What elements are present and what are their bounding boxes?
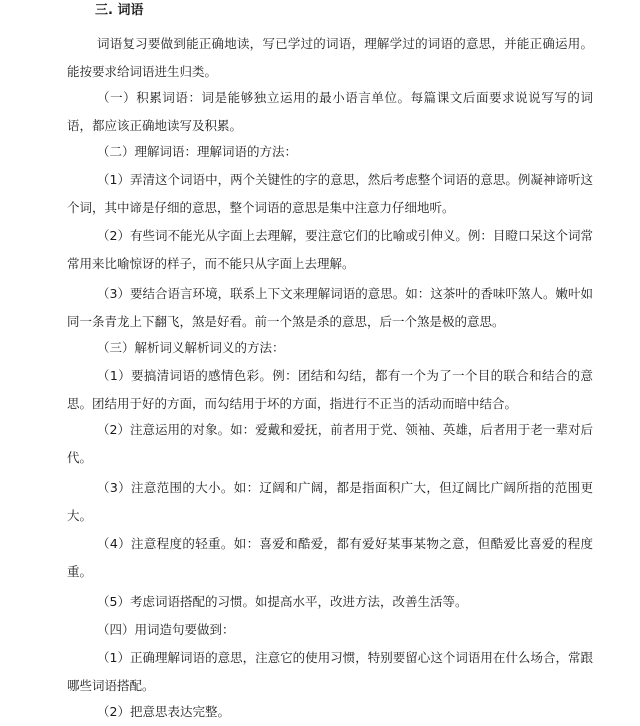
- paragraph-sentence-1: （1）正确理解词语的意思，注意它的使用习惯，特别要留心这个词语用在什么场合，常跟哪些词语搭配。: [67, 650, 593, 693]
- paragraph-intro: 词语复习要做到能正确地读，写已学过的词语，理解学过的词语的意思，并能正确运用。能按要求给词语进生归类。: [67, 36, 593, 79]
- paragraph-understand-words: （二）理解词语：理解词语的方法：: [97, 144, 298, 159]
- paragraph-accumulate-words: （一）积累词语：词是能够独立运用的最小语言单位。每篇课文后面要求说说写写的词语，都应该正确地读写及积累。: [67, 90, 593, 133]
- paragraph-method-3: （3）要结合语言环境，联系上下文来理解词语的意思。如：这茶叶的香味吓煞人。嫩叶如同一条青龙上下翻飞，煞是好看。前一个煞是杀的意思，后一个煞是极的意思。: [67, 286, 593, 329]
- paragraph-analyze-3: （3）注意范围的大小。如：辽阔和广阔，都是指面积广大，但辽阔比广阔所指的范围更大。: [67, 480, 593, 523]
- paragraph-analyze-meaning: （三）解析词义解析词义的方法：: [97, 340, 285, 355]
- paragraph-analyze-4: （4）注意程度的轻重。如：喜爱和酷爱，都有爱好某事某物之意，但酷爱比喜爱的程度重。: [67, 536, 593, 579]
- paragraph-sentence-2: （2）把意思表达完整。: [97, 704, 230, 719]
- paragraph-analyze-2: （2）注意运用的对象。如：爱戴和爱抚，前者用于党、领袖、英雄，后者用于老一辈对后代。: [67, 422, 593, 465]
- paragraph-analyze-1: （1）要搞清词语的感情色彩。例：团结和勾结，都有一个为了一个目的联合和结合的意思。团结用于好的方面，而勾结用于坏的方面，指进行不正当的活动而暗中结合。: [67, 368, 593, 411]
- paragraph-analyze-5: （5）考虑词语搭配的习惯。如提高水平，改进方法，改善生活等。: [97, 594, 468, 609]
- section-heading: 三. 词语: [95, 3, 144, 18]
- paragraph-method-1: （1）弄清这个词语中，两个关键性的字的意思，然后考虑整个词语的意思。例凝神谛听这个词，其中谛是仔细的意思，整个词语的意思是集中注意力仔细地听。: [67, 172, 593, 215]
- paragraph-sentence-making: （四）用词造句要做到：: [97, 622, 235, 637]
- paragraph-method-2: （2）有些词不能光从字面上去理解，要注意它们的比喻或引伸义。例：目瞪口呆这个词常常用来比喻惊讶的样子，而不能只从字面上去理解。: [67, 228, 593, 271]
